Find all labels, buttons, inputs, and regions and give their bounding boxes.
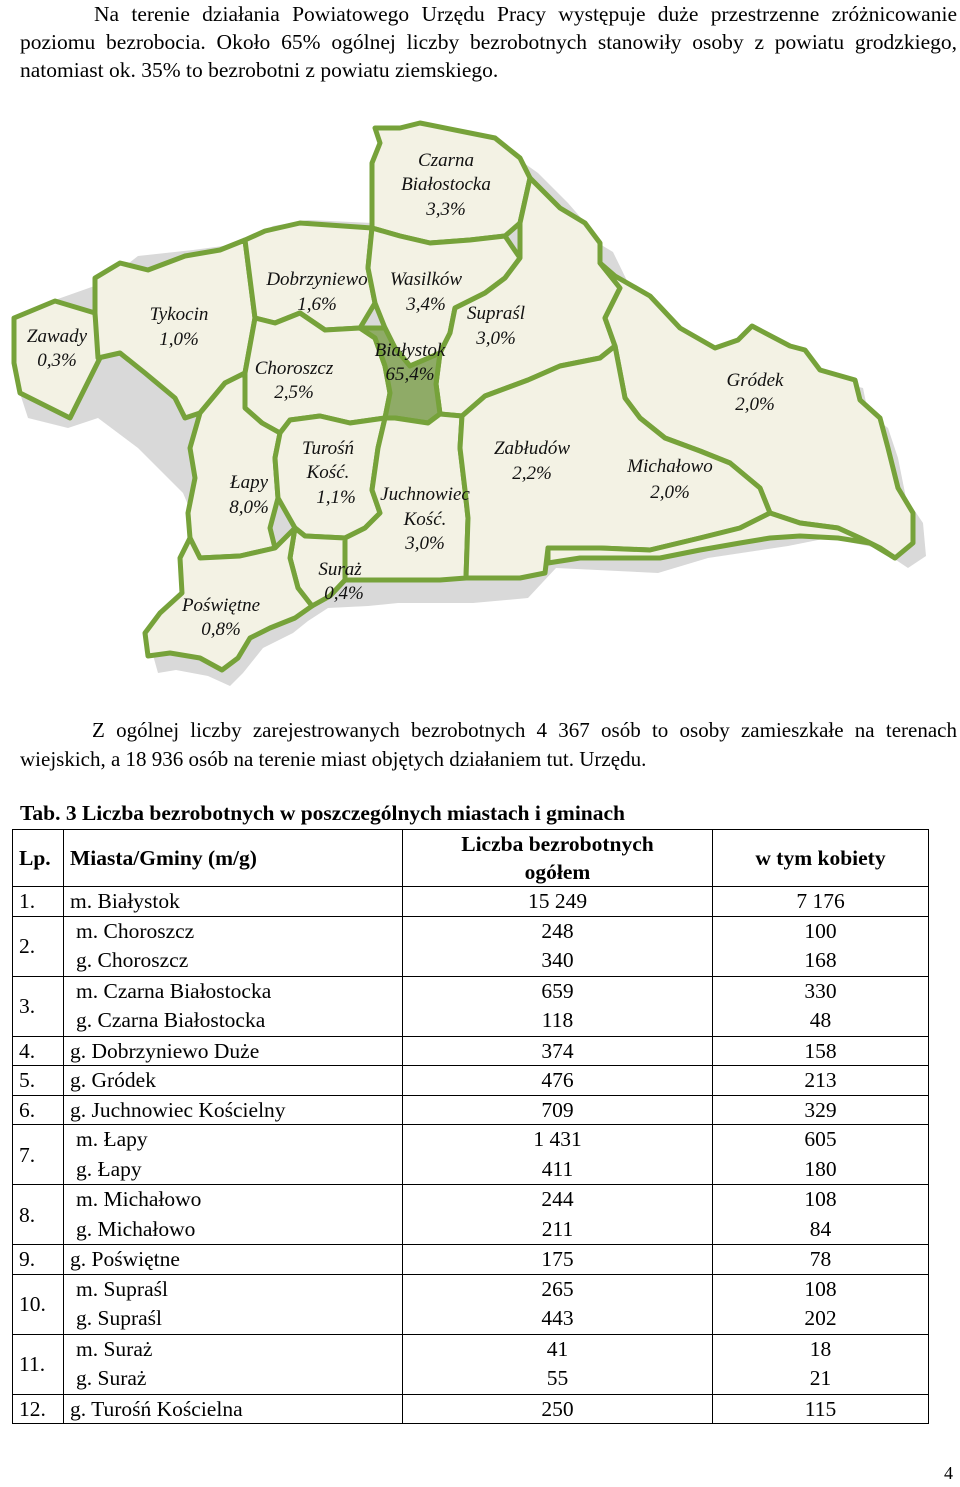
label-turosn-line1: Turośń bbox=[301, 438, 355, 459]
cell-women-line: 168 bbox=[804, 948, 837, 972]
header-total: ogółem bbox=[403, 858, 713, 887]
cell-name-line: m. Czarna Białostocka bbox=[76, 978, 272, 1003]
table-row bbox=[13, 1125, 929, 1185]
label-turosn-share: 1,1% bbox=[316, 487, 356, 508]
cell-name bbox=[64, 916, 403, 976]
label-juchnowiec-line2: Kość. bbox=[403, 509, 447, 530]
cell-lp: 8. bbox=[13, 1185, 64, 1245]
summary-paragraph bbox=[20, 716, 957, 774]
header-name: Miasta/Gminy (m/g) bbox=[64, 830, 403, 887]
cell-women: 158 bbox=[713, 1036, 929, 1066]
cell-lp: 10. bbox=[13, 1274, 64, 1334]
page-number: 4 bbox=[944, 1463, 953, 1483]
table-row bbox=[13, 1334, 929, 1394]
cell-total: 476 bbox=[403, 1066, 713, 1096]
cell-women-line: 108 bbox=[804, 1187, 837, 1211]
label-wasilkow-name: Wasilków bbox=[389, 269, 463, 290]
cell-total bbox=[403, 1274, 713, 1334]
cell-name bbox=[64, 1125, 403, 1185]
header-women: w tym kobiety bbox=[713, 830, 929, 887]
cell-women bbox=[713, 1274, 929, 1334]
cell-total: 15 249 bbox=[403, 887, 713, 917]
cell-total: 709 bbox=[403, 1095, 713, 1125]
cell-women-line: 180 bbox=[804, 1156, 837, 1181]
cell-name-line: g. Choroszcz bbox=[76, 948, 189, 972]
header-group: Liczba bezrobotnych bbox=[403, 830, 713, 859]
label-czarna-line1: Czarna bbox=[418, 150, 474, 171]
cell-name-line: g. Czarna Białostocka bbox=[76, 1008, 266, 1032]
table-body bbox=[13, 887, 929, 1424]
cell-lp: 4. bbox=[13, 1036, 64, 1066]
cell-women: 329 bbox=[713, 1095, 929, 1125]
cell-name: g. Turośń Kościelna bbox=[64, 1394, 403, 1424]
cell-lp: 5. bbox=[13, 1066, 64, 1096]
label-lapy-share: 8,0% bbox=[229, 497, 269, 518]
cell-total: 374 bbox=[403, 1036, 713, 1066]
cell-lp: 9. bbox=[13, 1245, 64, 1275]
table-row bbox=[13, 1185, 929, 1245]
cell-women-line: 108 bbox=[804, 1276, 837, 1301]
cell-women-line: 100 bbox=[804, 918, 837, 943]
cell-total-line: 340 bbox=[541, 948, 574, 972]
cell-women-line: 202 bbox=[804, 1306, 837, 1330]
cell-total-line: 443 bbox=[541, 1306, 574, 1330]
cell-women-line: 605 bbox=[804, 1127, 837, 1151]
cell-women-line: 18 bbox=[809, 1336, 832, 1361]
label-tykocin-name: Tykocin bbox=[149, 304, 209, 325]
cell-lp: 6. bbox=[13, 1095, 64, 1125]
cell-name-line: m. Suraż bbox=[76, 1336, 153, 1361]
cell-women: 78 bbox=[713, 1245, 929, 1275]
intro-text: Na terenie działania Powiatowego Urzędu Pracy występuje duże przestrzenne zróżnicowanie poziomu bezrobocia. Około 65% ogólnej liczby bezrobotnych stanowiły osoby z powiatu grodzkiego, natomiast ok. 35% to bezrobotni z powiatu ziemskiego. bbox=[20, 2, 957, 82]
cell-name-line: m. Supraśl bbox=[76, 1276, 168, 1301]
table-row bbox=[13, 1394, 929, 1424]
cell-lp: 7. bbox=[13, 1125, 64, 1185]
cell-total-line: 55 bbox=[546, 1366, 569, 1390]
cell-women-line: 21 bbox=[809, 1366, 832, 1390]
cell-women bbox=[713, 976, 929, 1036]
label-grodek-name: Gródek bbox=[726, 370, 784, 391]
cell-total bbox=[403, 976, 713, 1036]
summary-text: Z ogólnej liczby zarejestrowanych bezrobotnych 4 367 osób to osoby zamieszkałe na terenach wiejskich, a 18 936 osób na terenie miast objętych działaniem tut. Urzędu. bbox=[20, 718, 957, 771]
label-michalowo-share: 2,0% bbox=[650, 482, 690, 503]
label-bialystok-name: Białystok bbox=[374, 340, 446, 361]
label-wasilkow-share: 3,4% bbox=[406, 294, 446, 315]
cell-name-line: g. Suraż bbox=[76, 1366, 147, 1390]
label-zabludow-name: Zabłudów bbox=[493, 438, 571, 459]
table-title: Tab. 3 Liczba bezrobotnych w poszczególnych miastach i gminach bbox=[20, 801, 626, 825]
cell-lp: 1. bbox=[13, 887, 64, 917]
cell-total-line: 244 bbox=[541, 1187, 574, 1211]
label-tykocin-share: 1,0% bbox=[159, 329, 199, 350]
cell-total-line: 659 bbox=[541, 978, 574, 1003]
cell-women bbox=[713, 1334, 929, 1394]
label-suprasl-name: Supraśl bbox=[466, 303, 526, 324]
label-choroszcz-share: 2,5% bbox=[274, 382, 314, 403]
intro-paragraph bbox=[20, 0, 957, 84]
cell-total-line: 41 bbox=[546, 1336, 569, 1361]
table-row bbox=[13, 1095, 929, 1125]
table-header-row bbox=[13, 830, 929, 859]
cell-total-line: 118 bbox=[541, 1008, 574, 1032]
cell-name-line: m. Choroszcz bbox=[76, 918, 195, 943]
cell-total-line: 248 bbox=[541, 918, 574, 943]
table-row bbox=[13, 1274, 929, 1334]
cell-name: g. Dobrzyniewo Duże bbox=[64, 1036, 403, 1066]
cell-name: g. Gródek bbox=[64, 1066, 403, 1096]
cell-women bbox=[713, 1185, 929, 1245]
cell-name bbox=[64, 1334, 403, 1394]
cell-name: m. Białystok bbox=[64, 887, 403, 917]
label-suraz-name: Suraż bbox=[318, 559, 362, 580]
table-row bbox=[13, 887, 929, 917]
table-row bbox=[13, 1245, 929, 1275]
cell-name bbox=[64, 1274, 403, 1334]
cell-total-line: 265 bbox=[541, 1276, 574, 1301]
cell-name-line: g. Łapy bbox=[76, 1156, 142, 1181]
label-bialystok-share: 65,4% bbox=[385, 364, 435, 385]
cell-name: g. Poświętne bbox=[64, 1245, 403, 1275]
label-poswietne-share: 0,8% bbox=[201, 619, 241, 640]
label-lapy-name: Łapy bbox=[230, 472, 268, 493]
cell-name-line: g. Michałowo bbox=[76, 1216, 196, 1241]
cell-lp: 11. bbox=[13, 1334, 64, 1394]
cell-name bbox=[64, 976, 403, 1036]
cell-total bbox=[403, 1334, 713, 1394]
label-dobrzyniewo-share: 1,6% bbox=[297, 294, 337, 315]
label-choroszcz-name: Choroszcz bbox=[254, 358, 334, 379]
cell-name-line: m. Łapy bbox=[76, 1127, 148, 1151]
table-row bbox=[13, 976, 929, 1036]
cell-women-line: 48 bbox=[809, 1008, 832, 1032]
cell-women: 115 bbox=[713, 1394, 929, 1424]
label-turosn-line2: Kość. bbox=[306, 462, 350, 483]
label-zabludow-share: 2,2% bbox=[512, 463, 552, 484]
cell-women-line: 330 bbox=[804, 978, 837, 1003]
cell-total bbox=[403, 1185, 713, 1245]
label-poswietne-name: Poświętne bbox=[181, 595, 261, 616]
label-suraz-share: 0,4% bbox=[324, 583, 364, 604]
cell-women bbox=[713, 916, 929, 976]
label-czarna-share: 3,3% bbox=[426, 199, 466, 220]
cell-name bbox=[64, 1185, 403, 1245]
label-dobrzyniewo-name: Dobrzyniewo bbox=[266, 269, 368, 290]
cell-lp: 3. bbox=[13, 976, 64, 1036]
cell-total: 250 bbox=[403, 1394, 713, 1424]
table-row bbox=[13, 1036, 929, 1066]
cell-lp: 2. bbox=[13, 916, 64, 976]
cell-total-line: 1 431 bbox=[533, 1127, 582, 1151]
cell-women bbox=[713, 1125, 929, 1185]
cell-name-line: g. Supraśl bbox=[76, 1306, 162, 1330]
cell-total bbox=[403, 1125, 713, 1185]
cell-total-line: 411 bbox=[541, 1156, 574, 1181]
table-row bbox=[13, 916, 929, 976]
unemployment-table bbox=[12, 829, 929, 1424]
label-zawady-name: Zawady bbox=[26, 326, 88, 347]
cell-total: 175 bbox=[403, 1245, 713, 1275]
label-michalowo-name: Michałowo bbox=[627, 456, 713, 477]
label-juchnowiec-share: 3,0% bbox=[405, 533, 445, 554]
cell-women: 213 bbox=[713, 1066, 929, 1096]
label-juchnowiec-line1: Juchnowiec bbox=[380, 484, 470, 505]
label-czarna-line2: Białostocka bbox=[401, 174, 491, 195]
label-suprasl-share: 3,0% bbox=[476, 328, 516, 349]
cell-women-line: 84 bbox=[809, 1216, 832, 1241]
unemployment-map bbox=[0, 118, 960, 698]
cell-name: g. Juchnowiec Kościelny bbox=[64, 1095, 403, 1125]
cell-total-line: 211 bbox=[541, 1216, 574, 1241]
cell-total bbox=[403, 916, 713, 976]
header-lp: Lp. bbox=[13, 830, 64, 887]
table-row bbox=[13, 1066, 929, 1096]
cell-women: 7 176 bbox=[713, 887, 929, 917]
cell-name-line: m. Michałowo bbox=[76, 1187, 202, 1211]
label-grodek-share: 2,0% bbox=[735, 394, 775, 415]
cell-lp: 12. bbox=[13, 1394, 64, 1424]
label-zawady-share: 0,3% bbox=[37, 350, 77, 371]
